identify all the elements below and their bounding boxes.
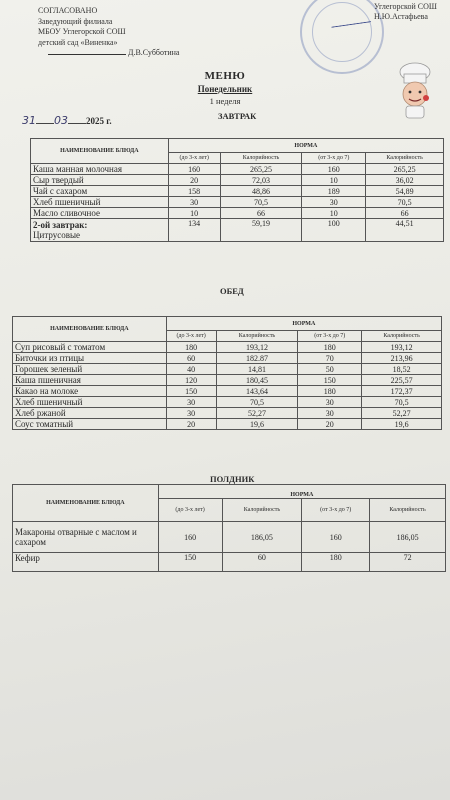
calories-young: 59,19 bbox=[220, 219, 302, 242]
calories-older: 72 bbox=[370, 553, 446, 572]
right-approval-line: Н.Ю.Астафьева bbox=[374, 12, 428, 21]
table-row bbox=[13, 397, 442, 408]
week-number: 1 неделя bbox=[209, 96, 241, 106]
column-header-cal2: Калорийность bbox=[362, 331, 442, 342]
portion-young: 30 bbox=[166, 397, 216, 408]
calories-older: 213,96 bbox=[362, 353, 442, 364]
portion-young: 60 bbox=[166, 353, 216, 364]
column-header-norma: НОРМА bbox=[168, 139, 443, 153]
column-header-age1: (до 3-х лет) bbox=[168, 153, 220, 164]
column-header-age2: (от 3-х до 7) bbox=[302, 153, 366, 164]
table-header-row bbox=[13, 485, 446, 499]
column-header-cal2: Калорийность bbox=[366, 153, 444, 164]
calories-young: 182.87 bbox=[216, 353, 298, 364]
breakfast-title: ЗАВТРАК bbox=[218, 111, 257, 121]
calories-older: 54,89 bbox=[366, 186, 444, 197]
calories-older: 70,5 bbox=[366, 197, 444, 208]
portion-older: 50 bbox=[298, 364, 362, 375]
calories-older: 18,52 bbox=[362, 364, 442, 375]
portion-older: 10 bbox=[302, 208, 366, 219]
calories-older: 36,02 bbox=[366, 175, 444, 186]
portion-older: 10 bbox=[302, 175, 366, 186]
portion-young: 30 bbox=[168, 197, 220, 208]
portion-older: 20 bbox=[298, 419, 362, 430]
signature-line bbox=[48, 54, 126, 55]
calories-older: 44,51 bbox=[366, 219, 444, 242]
portion-young: 20 bbox=[168, 175, 220, 186]
portion-young: 160 bbox=[168, 164, 220, 175]
snack-table bbox=[12, 484, 446, 572]
column-header-cal1: Калорийность bbox=[222, 499, 302, 522]
portion-young: 40 bbox=[166, 364, 216, 375]
column-header-age1: (до 3-х лет) bbox=[166, 331, 216, 342]
table-row bbox=[13, 342, 442, 353]
dish-name: Макароны отварные с маслом и сахаром bbox=[13, 522, 159, 553]
date-separator bbox=[36, 123, 54, 124]
menu-date bbox=[22, 114, 112, 127]
calories-young: 186,05 bbox=[222, 522, 302, 553]
portion-older: 180 bbox=[298, 386, 362, 397]
portion-young: 160 bbox=[158, 522, 222, 553]
date-month: 03 bbox=[54, 114, 68, 127]
calories-older: 52,27 bbox=[362, 408, 442, 419]
right-approval-block bbox=[374, 2, 437, 22]
dish-name: Хлеб ржаной bbox=[13, 408, 167, 419]
calories-older: 225,57 bbox=[362, 375, 442, 386]
portion-older: 100 bbox=[302, 219, 366, 242]
approval-line: Заведующий филиала bbox=[38, 16, 113, 26]
date-year: 2025 г. bbox=[86, 116, 112, 126]
calories-young: 72,03 bbox=[220, 175, 302, 186]
portion-young: 134 bbox=[168, 219, 220, 242]
table-row bbox=[13, 419, 442, 430]
dish-name bbox=[31, 219, 169, 242]
breakfast-rows bbox=[31, 164, 444, 219]
calories-older: 265,25 bbox=[366, 164, 444, 175]
table-row bbox=[13, 553, 446, 572]
dish-name: Сыр твердый bbox=[31, 175, 169, 186]
portion-older: 189 bbox=[302, 186, 366, 197]
approval-signer-line bbox=[38, 48, 179, 59]
portion-older: 150 bbox=[298, 375, 362, 386]
portion-older: 160 bbox=[302, 164, 366, 175]
lunch-table bbox=[12, 316, 442, 430]
column-header-age2: (от 3-х до 7) bbox=[302, 499, 370, 522]
table-row bbox=[13, 408, 442, 419]
portion-young: 30 bbox=[166, 408, 216, 419]
column-header-age1: (до 3-х лет) bbox=[158, 499, 222, 522]
right-approval-line: Углегорской СОШ bbox=[374, 2, 437, 11]
calories-young: 143,64 bbox=[216, 386, 298, 397]
approval-line: МБОУ Углегорской СОШ bbox=[38, 27, 126, 36]
column-header-norma: НОРМА bbox=[158, 485, 445, 499]
dish-name: Масло сливочное bbox=[31, 208, 169, 219]
snack-rows bbox=[13, 522, 446, 572]
dish-name: Хлеб пшеничный bbox=[31, 197, 169, 208]
dish-name: Каша манная молочная bbox=[31, 164, 169, 175]
table-row bbox=[13, 375, 442, 386]
dish-name: Горошек зеленый bbox=[13, 364, 167, 375]
snack-title: ПОЛДНИК bbox=[210, 474, 255, 484]
dish-name: Хлеб пшеничный bbox=[13, 397, 167, 408]
portion-older: 180 bbox=[298, 342, 362, 353]
portion-young: 150 bbox=[158, 553, 222, 572]
table-row bbox=[13, 522, 446, 553]
calories-young: 52,27 bbox=[216, 408, 298, 419]
calories-young: 70,5 bbox=[220, 197, 302, 208]
approval-signer: Д.В.Субботина bbox=[128, 48, 180, 57]
calories-older: 172,37 bbox=[362, 386, 442, 397]
table-row bbox=[31, 208, 444, 219]
table-row bbox=[13, 364, 442, 375]
calories-older: 70,5 bbox=[362, 397, 442, 408]
portion-young: 10 bbox=[168, 208, 220, 219]
dish-name: Суп рисовый с томатом bbox=[13, 342, 167, 353]
calories-young: 48,86 bbox=[220, 186, 302, 197]
day-of-week: Понедельник bbox=[197, 84, 253, 94]
column-header-age2: (от 3-х до 7) bbox=[298, 331, 362, 342]
portion-young: 158 bbox=[168, 186, 220, 197]
menu-title: МЕНЮ bbox=[204, 70, 246, 82]
dish-name: Какао на молоке bbox=[13, 386, 167, 397]
portion-young: 180 bbox=[166, 342, 216, 353]
calories-older: 66 bbox=[366, 208, 444, 219]
portion-young: 150 bbox=[166, 386, 216, 397]
dish-name: Чай с сахаром bbox=[31, 186, 169, 197]
table-header-row bbox=[13, 317, 442, 331]
portion-older: 30 bbox=[298, 408, 362, 419]
approval-line: детский сад «Виненка» bbox=[38, 37, 118, 47]
table-row bbox=[31, 186, 444, 197]
lunch-rows bbox=[13, 342, 442, 430]
calories-young: 66 bbox=[220, 208, 302, 219]
second-breakfast-dish: Цитрусовые bbox=[33, 230, 81, 240]
portion-older: 30 bbox=[298, 397, 362, 408]
calories-young: 14,81 bbox=[216, 364, 298, 375]
calories-young: 19,6 bbox=[216, 419, 298, 430]
calories-young: 265,25 bbox=[220, 164, 302, 175]
table-row bbox=[31, 175, 444, 186]
column-header-name: НАИМЕНОВАНИЕ БЛЮДА bbox=[13, 485, 159, 522]
dish-name: Кефир bbox=[13, 553, 159, 572]
dish-name: Биточки из птицы bbox=[13, 353, 167, 364]
calories-older: 186,05 bbox=[370, 522, 446, 553]
calories-young: 180,45 bbox=[216, 375, 298, 386]
date-day: 31 bbox=[22, 114, 36, 127]
calories-young: 70,5 bbox=[216, 397, 298, 408]
column-header-cal1: Калорийность bbox=[220, 153, 302, 164]
approval-line: СОГЛАСОВАНО bbox=[38, 6, 98, 15]
portion-older: 160 bbox=[302, 522, 370, 553]
calories-young: 60 bbox=[222, 553, 302, 572]
dish-name: Каша пшеничная bbox=[13, 375, 167, 386]
table-header-row bbox=[31, 139, 444, 153]
portion-young: 120 bbox=[166, 375, 216, 386]
column-header-cal2: Калорийность bbox=[370, 499, 446, 522]
calories-young: 193,12 bbox=[216, 342, 298, 353]
calories-older: 193,12 bbox=[362, 342, 442, 353]
table-row bbox=[13, 386, 442, 397]
table-row bbox=[31, 197, 444, 208]
column-header-cal1: Калорийность bbox=[216, 331, 298, 342]
dish-name: Соус томатный bbox=[13, 419, 167, 430]
date-separator bbox=[68, 123, 86, 124]
breakfast-table bbox=[30, 138, 444, 242]
second-breakfast-label: 2-ой завтрак: bbox=[33, 220, 88, 230]
table-row bbox=[31, 164, 444, 175]
portion-older: 180 bbox=[302, 553, 370, 572]
column-header-name: НАИМЕНОВАНИЕ БЛЮДА bbox=[31, 139, 169, 164]
approval-block bbox=[38, 6, 179, 59]
portion-young: 20 bbox=[166, 419, 216, 430]
column-header-name: НАИМЕНОВАНИЕ БЛЮДА bbox=[13, 317, 167, 342]
portion-older: 30 bbox=[302, 197, 366, 208]
table-row bbox=[31, 219, 444, 242]
lunch-title: ОБЕД bbox=[220, 286, 244, 296]
table-row bbox=[13, 353, 442, 364]
portion-older: 70 bbox=[298, 353, 362, 364]
column-header-norma: НОРМА bbox=[166, 317, 441, 331]
calories-older: 19,6 bbox=[362, 419, 442, 430]
